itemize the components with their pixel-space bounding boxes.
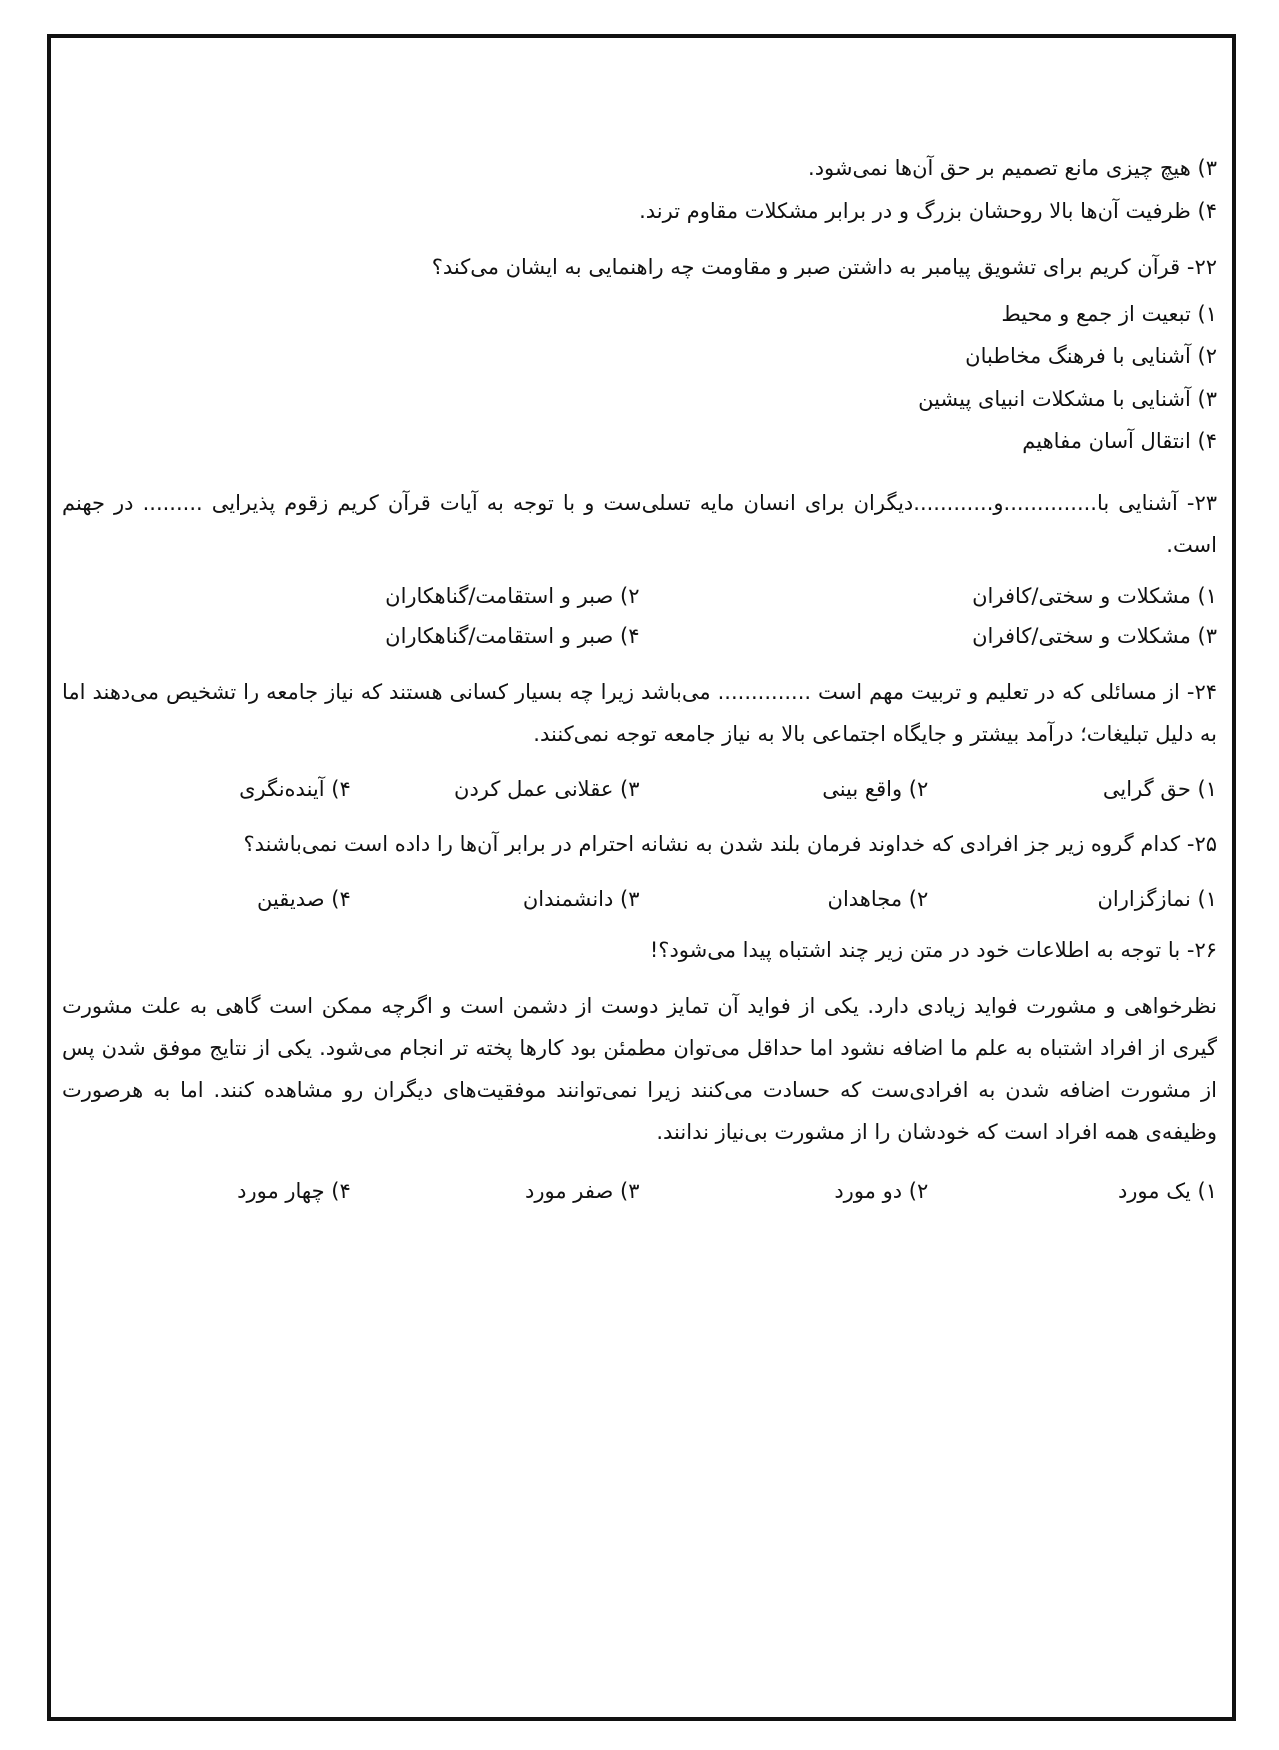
question-24 [62,671,1217,806]
q25-option-1: ۱) نمازگزاران [1097,887,1217,912]
q24-option-3: ۳) عقلانی عمل کردن [454,776,640,801]
exam-content [62,152,1217,1225]
q22-option-2: ۲) آشنایی با فرهنگ مخاطبان [965,344,1217,369]
question-22-text: ۲۲- قرآن کریم برای تشویق پیامبر به داشتن صبر و مقاومت چه راهنمایی به ایشان می‌کند؟ [431,255,1217,280]
previous-question-options [62,152,1217,227]
q26-option-3: ۳) صفر مورد [525,1178,640,1203]
question-23-options [62,580,1217,653]
q25-option-3: ۳) دانشمندان [522,887,640,912]
q25-option-2: ۲) مجاهدان [827,887,929,912]
question-22 [62,251,1217,458]
q22-option-4: ۴) انتقال آسان مفاهیم [1022,429,1217,454]
question-25-text: ۲۵- کدام گروه زیر جز افرادی که خداوند فرمان بلند شدن به نشانه احترام در برابر آن‌ها را داده است نمی‌باشند؟ [243,832,1217,857]
option-3: ۳) هیچ چیزی مانع تصمیم بر حق آن‌ها نمی‌شود. [808,156,1217,180]
q23-option-3: ۳) مشکلات و سختی/کافران [972,624,1217,649]
q23-option-1: ۱) مشکلات و سختی/کافران [972,583,1217,608]
question-26-passage: نظرخواهی و مشورت فواید زیادی دارد. یکی از فواید آن تمایز دوست از دشمن است و اگرچه ممکن است گاهی به علت مشورت گیری از افراد اشتباه به علم ما اضافه نشود اما حداقل می‌توان مطمئن بود کارها پخته تر انجام می‌شود. یکی از نتایج موفق شدن پس از مشورت اضافه شدن به افرادی‌ست که حسادت می‌کنند زیرا نمی‌توانند موفقیت‌های دیگران رو مشاهده کنند. اما به هرصورت وظیفه‌ی همه افراد است که خودشان را از مشورت بی‌نیاز ندانند. [62,993,1217,1144]
question-24-options [62,773,1217,806]
q23-option-2: ۲) صبر و استقامت/گناهکاران [385,583,640,608]
question-25 [62,823,1217,916]
question-22-options [62,298,1217,458]
q24-option-1: ۱) حق گرایی [1102,776,1217,801]
question-25-options [62,883,1217,916]
q24-option-2: ۲) واقع بینی [822,776,929,801]
question-26-text: ۲۶- با توجه به اطلاعات خود در متن زیر چند اشتباه پیدا می‌شود؟! [649,938,1217,963]
q22-option-3: ۳) آشنایی با مشکلات انبیای پیشین [918,386,1217,411]
option-4: ۴) ظرفیت آن‌ها بالا روحشان بزرگ و در برابر مشکلات مقاوم ترند. [639,198,1217,223]
q24-option-4: ۴) آینده‌نگری [239,776,351,801]
question-23-text: ۲۳- آشنایی با..............و............دیگران برای انسان مایه تسلی‌ست و با توجه به آیات قرآن کریم زقوم پذیرایی ......... در جهنم است. [62,490,1217,557]
q22-option-1: ۱) تبعیت از جمع و محیط [1001,301,1217,326]
question-26 [62,934,1217,1207]
question-26-options [62,1175,1217,1208]
q26-option-4: ۴) چهار مورد [237,1178,351,1203]
q23-option-4: ۴) صبر و استقامت/گناهکاران [385,624,640,649]
question-24-text: ۲۴- از مسائلی که در تعلیم و تربیت مهم است .............. می‌باشد زیرا چه بسیار کسانی هستند که نیاز جامعه را تشخیص می‌دهند اما به دلیل تبلیغات؛ درآمد بیشتر و جایگاه اجتماعی بالا به نیاز جامعه توجه نمی‌کنند. [62,679,1217,746]
q25-option-4: ۴) صدیقین [256,887,351,912]
q26-option-2: ۲) دو مورد [834,1178,929,1203]
question-23 [62,482,1217,653]
q26-option-1: ۱) یک مورد [1117,1178,1217,1203]
